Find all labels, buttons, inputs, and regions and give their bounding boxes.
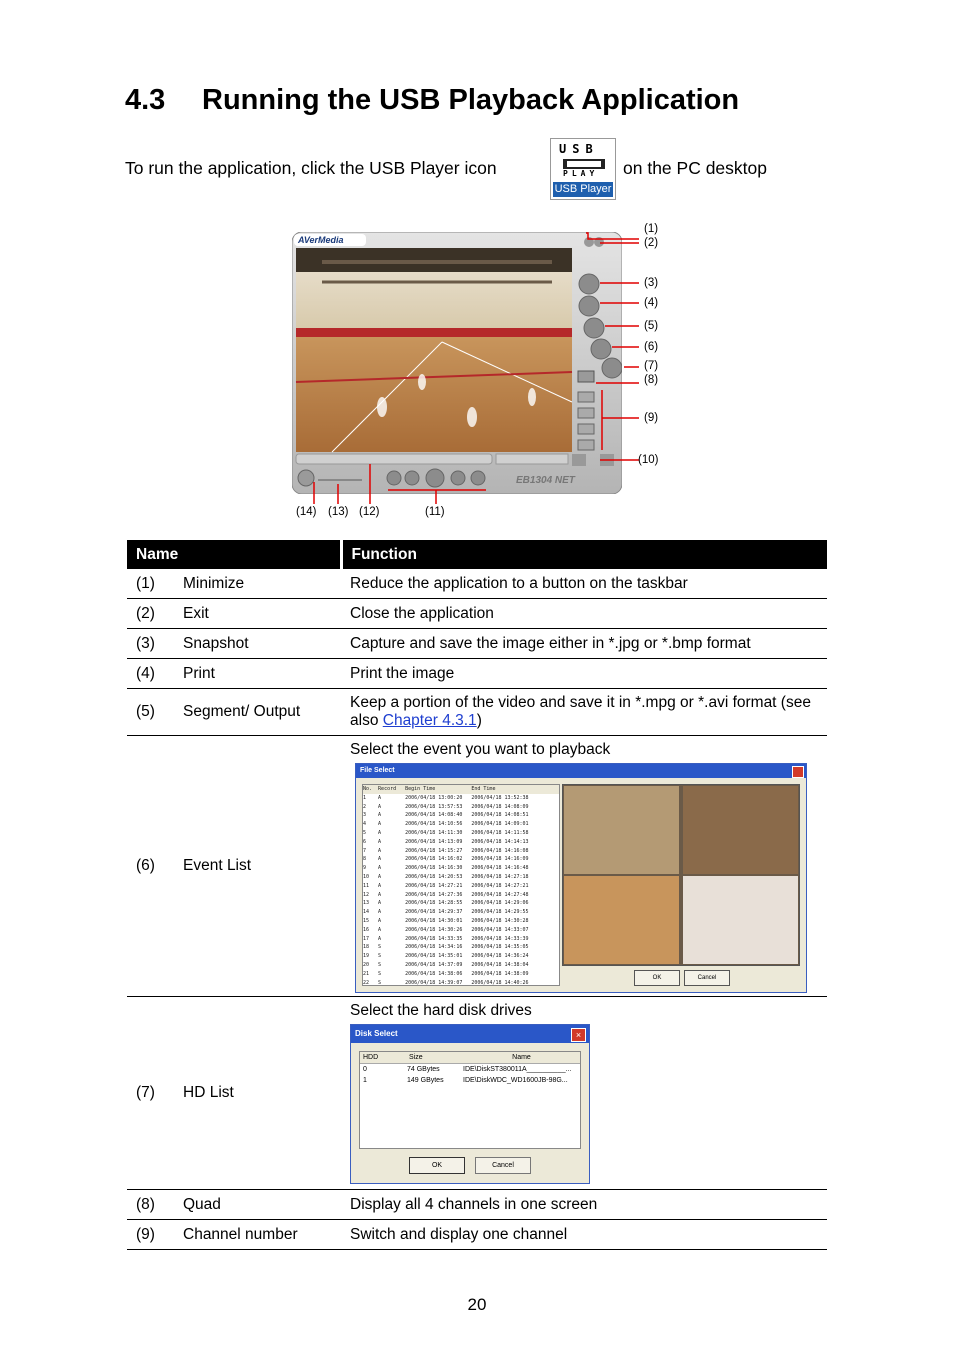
disk-row[interactable] (360, 1075, 580, 1086)
row-function: Capture and save the image either in *.jpg or *.bmp format (341, 629, 827, 659)
file-list-row[interactable]: 1 A 2006/04/18 13:00:20 2006/04/18 13:52:38 (363, 794, 529, 801)
disk-hdd: 0 (363, 1066, 367, 1073)
file-select-cancel-button[interactable]: Cancel (684, 970, 730, 986)
disk-select-ok-button[interactable]: OK (409, 1157, 465, 1174)
row-function-text: Select the event you want to playback (350, 741, 611, 758)
row-function: Switch and display one channel (341, 1220, 827, 1250)
table-row (127, 1190, 827, 1220)
disk-column-hdd: HDD (363, 1054, 379, 1061)
file-list-row[interactable]: 11 A 2006/04/18 14:27:21 2006/04/18 14:27:21 (363, 882, 529, 889)
callout-11: (11) (425, 506, 445, 518)
file-list-row[interactable]: 12 A 2006/04/18 14:27:36 2006/04/18 14:27:48 (363, 891, 529, 898)
callout-7: (7) (644, 360, 659, 372)
header-name: Name (127, 540, 341, 569)
section-title: Running the USB Playback Application (202, 84, 740, 116)
file-select-title: File Select (356, 764, 806, 778)
chapter-link[interactable]: Chapter 4.3.1 (382, 712, 477, 729)
disk-select-cancel-button[interactable]: Cancel (475, 1157, 531, 1174)
disk-select-title: Disk Select (351, 1025, 589, 1043)
row-function: Reduce the application to a button on the taskbar (341, 569, 827, 599)
disk-select-dialog (350, 1024, 590, 1184)
disk-size: 74 GBytes (407, 1066, 440, 1073)
disk-name: IDE\DiskWDC_WD1600JB-98G... (463, 1077, 568, 1084)
row-name: Exit (183, 599, 341, 629)
row-function-text: Select the hard disk drives (350, 1002, 532, 1019)
file-list-row[interactable]: 13 A 2006/04/18 14:28:55 2006/04/18 14:29:06 (363, 900, 529, 907)
callout-lines (290, 224, 670, 514)
row-number: (4) (127, 659, 183, 689)
file-select-dialog (355, 763, 807, 993)
table-row (127, 599, 827, 629)
file-list-row[interactable]: 21 S 2006/04/18 14:38:06 2006/04/18 14:38:09 (363, 970, 529, 977)
file-list-row[interactable]: 15 A 2006/04/18 14:30:01 2006/04/18 14:30:28 (363, 917, 529, 924)
callout-8: (8) (644, 374, 659, 386)
file-list-row[interactable]: 6 A 2006/04/18 14:13:09 2006/04/18 14:14:13 (363, 838, 529, 845)
callout-10: (10) (638, 454, 659, 466)
file-list-row[interactable]: 17 A 2006/04/18 14:33:35 2006/04/18 14:33:39 (363, 935, 529, 942)
file-list-row[interactable]: 16 A 2006/04/18 14:30:26 2006/04/18 14:33:07 (363, 926, 529, 933)
player-model-text: EB1304 NET (516, 475, 575, 486)
file-list-row[interactable]: 7 A 2006/04/18 14:15:27 2006/04/18 14:16:08 (363, 847, 529, 854)
intro-text-after: on the PC desktop (623, 158, 767, 178)
quad-preview (562, 784, 800, 966)
table-row (127, 997, 827, 1190)
file-select-ok-button[interactable]: OK (634, 970, 680, 986)
row-number: (7) (127, 997, 183, 1190)
callout-9: (9) (644, 412, 659, 424)
row-name: Channel number (183, 1220, 341, 1250)
file-list-row[interactable]: 19 S 2006/04/18 14:35:01 2006/04/18 14:36:24 (363, 953, 529, 960)
callout-5: (5) (644, 320, 659, 332)
row-number: (6) (127, 736, 183, 997)
disk-column-name: Name (512, 1054, 531, 1061)
section-number: 4.3 (125, 84, 166, 116)
row-number: (2) (127, 599, 183, 629)
row-name: HD List (183, 997, 341, 1190)
table-row (127, 736, 827, 997)
page-number: 20 (467, 1295, 487, 1314)
file-list-row[interactable]: 9 A 2006/04/18 14:16:30 2006/04/18 14:16:48 (363, 865, 529, 872)
table-row (127, 689, 827, 736)
disk-name: IDE\DiskST380011A__________... (463, 1066, 572, 1073)
file-list[interactable] (362, 784, 560, 986)
usb-icon-letters: USB (559, 142, 599, 156)
row-number: (3) (127, 629, 183, 659)
player-brand: AVerMedia (298, 235, 344, 245)
row-name: Segment/ Output (183, 689, 341, 736)
row-name: Minimize (183, 569, 341, 599)
function-table (127, 540, 827, 1250)
disk-list[interactable] (359, 1051, 581, 1149)
callout-6: (6) (644, 341, 659, 353)
file-list-row[interactable]: 14 A 2006/04/18 14:29:37 2006/04/18 14:29:55 (363, 909, 529, 916)
disk-row[interactable] (360, 1064, 580, 1075)
file-list-row[interactable]: 3 A 2006/04/18 14:08:40 2006/04/18 14:08:51 (363, 812, 529, 819)
section-heading (125, 84, 739, 117)
file-list-row[interactable]: 2 A 2006/04/18 13:57:53 2006/04/18 14:08:09 (363, 803, 529, 810)
disk-select-close-button[interactable]: × (571, 1028, 586, 1042)
table-row (127, 569, 827, 599)
intro-text: To run the application, click the USB Player icon (125, 158, 497, 178)
file-list-header: No. Record Begin Time End Time (363, 785, 559, 794)
table-row (127, 659, 827, 689)
usb-icon-play: PLAY (563, 169, 599, 178)
disk-hdd: 1 (363, 1077, 367, 1084)
table-row (127, 1220, 827, 1250)
row-function (341, 736, 827, 997)
row-name: Event List (183, 736, 341, 997)
row-function-text: Keep a portion of the video and save it in *.mpg or *.avi format (see also (350, 694, 811, 729)
callout-14: (14) (296, 506, 317, 518)
disk-size: 149 GBytes (407, 1077, 444, 1084)
row-function: Close the application (341, 599, 827, 629)
row-number: (8) (127, 1190, 183, 1220)
file-list-row[interactable]: 22 S 2006/04/18 14:39:07 2006/04/18 14:40:26 (363, 979, 529, 986)
file-select-close-button[interactable] (792, 766, 804, 778)
row-name: Snapshot (183, 629, 341, 659)
row-function (341, 689, 827, 736)
table-row (127, 629, 827, 659)
file-list-row[interactable]: 4 A 2006/04/18 14:10:56 2006/04/18 14:09:01 (363, 821, 529, 828)
disk-column-size: Size (409, 1054, 423, 1061)
usb-player-icon[interactable] (550, 138, 616, 200)
row-function: Print the image (341, 659, 827, 689)
file-list-row[interactable]: 8 A 2006/04/18 14:16:02 2006/04/18 14:16:09 (363, 856, 529, 863)
callout-1: (1) (644, 223, 659, 235)
header-function: Function (341, 540, 827, 569)
row-number: (5) (127, 689, 183, 736)
usb-icon-label: USB Player (554, 183, 612, 195)
callout-2: (2) (644, 237, 659, 249)
row-number: (9) (127, 1220, 183, 1250)
row-function (341, 997, 827, 1190)
row-function-text-end: ) (476, 712, 482, 729)
file-list-row[interactable]: 5 A 2006/04/18 14:11:30 2006/04/18 14:11:58 (363, 829, 529, 836)
file-list-row[interactable]: 10 A 2006/04/18 14:20:53 2006/04/18 14:27:18 (363, 873, 529, 880)
callout-13: (13) (328, 506, 349, 518)
callout-12: (12) (359, 506, 380, 518)
callout-3: (3) (644, 277, 659, 289)
row-number: (1) (127, 569, 183, 599)
row-function: Display all 4 channels in one screen (341, 1190, 827, 1220)
file-list-row[interactable]: 18 S 2006/04/18 14:34:16 2006/04/18 14:35:05 (363, 944, 529, 951)
callout-4: (4) (644, 297, 659, 309)
file-list-row[interactable]: 20 S 2006/04/18 14:37:09 2006/04/18 14:38:04 (363, 961, 529, 968)
row-name: Quad (183, 1190, 341, 1220)
row-name: Print (183, 659, 341, 689)
